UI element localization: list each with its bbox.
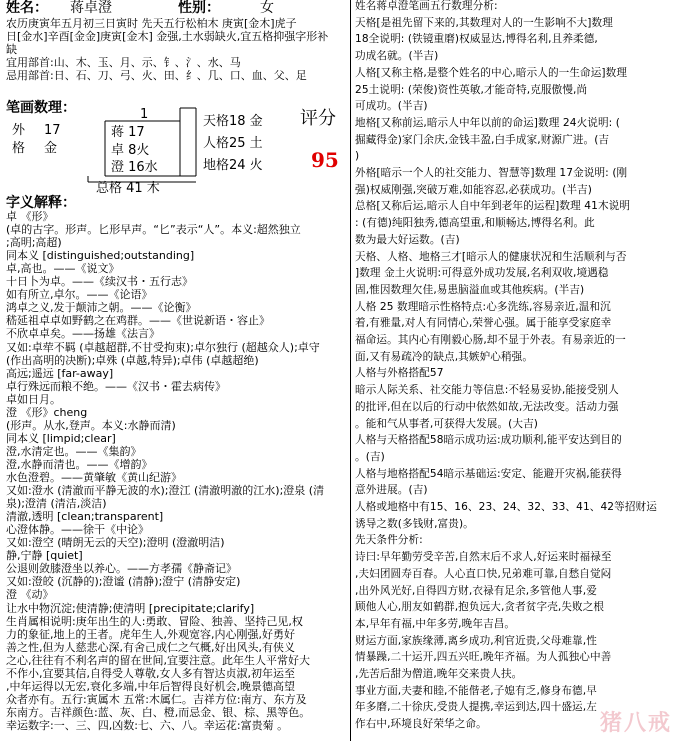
zi-line: (形声。从水,登声。本义:水静而清) (6, 418, 176, 432)
zi-line: 力的象征,地上的王者。虎年生人,外观宽容,内心刚强,好勇好 (6, 627, 295, 641)
zi-line: (作出高明的决断);卓殊 (卓越,特异);卓伟 (卓越超绝) (6, 353, 259, 367)
name-label: 姓名： (6, 0, 48, 16)
zi-line: 澄,水静而清也。——《增韵》 (6, 457, 153, 471)
stroke-title: 笔画数理： (6, 100, 76, 116)
zi-line: 卓 《形》 (6, 210, 54, 223)
zi-line: 十日卜为卓。——《续汉书・五行志》 (6, 275, 193, 289)
watermark-logo: 猪八戒 (599, 710, 672, 736)
zi-line: 澄,水清定也。——《集韵》 (6, 444, 142, 458)
birth-line: 日[金水]辛酉[金金]庚寅[金木] 金强,土水弱缺火,宜五格抑强字形补 (6, 30, 329, 43)
zi-line: 同本义 [distinguished;outstanding] (6, 249, 195, 263)
analysis-line: 年多磨,二十徐庆,受贵人提携,幸运到达,四十盛运,左 (355, 701, 597, 714)
analysis-line: 外格[暗示一个人的社交能力、智慧等]数理 17金说明: (刚 (355, 167, 628, 179)
analysis-line: 强)权威刚强,突破万难,如能容忍,必获成功。(半吉) (355, 183, 592, 196)
zi-line: 卓如日月。 (6, 392, 61, 406)
zi-line: 又如:澄皎 (沉静的);澄谧 (清静);澄宁 (清静安定) (6, 575, 241, 589)
analysis-line: 可成功。(半吉) (355, 100, 428, 113)
wai-label: 外 (12, 123, 26, 138)
wai-elem: 金 (44, 141, 58, 156)
analysis-line: 掘藏得金)家门余庆,金钱丰盈,白手成家,财源广进。(吉 (355, 133, 610, 146)
zi-line: ,中年运得以无宏,衰化多端,中年后智得良好机会,晚景德高望 (6, 679, 295, 693)
analysis-line: 诱导之数(多钱财,富贵)。 (355, 517, 474, 530)
analysis-line: 面,又有易疏冷的缺点,其嫉妒心稍强。 (355, 350, 534, 363)
wai-num: 17 (44, 123, 61, 138)
gender-value: 女 (260, 0, 274, 16)
zi-line: 澄 《形》cheng (6, 405, 88, 419)
analysis-line: 功成名就。(半吉) (355, 50, 439, 63)
analysis-line: : (有德)纯阳独秀,德高望重,和顺畅达,博得名利。此 (355, 217, 595, 230)
zi-line: ;高明;高超) (6, 236, 62, 250)
grid-top: 1 (140, 107, 149, 122)
zi-line: 让水中物沉淀;使清静;使清明 [precipitate;clarify] (6, 601, 255, 615)
zi-line: 又如:澄空 (晴朗无云的天空);澄明 (澄澈明洁) (6, 536, 225, 550)
analysis-line: 财运方面,家族缘薄,离乡成功,利官近贵,父母难靠,性 (355, 634, 597, 647)
grid-char-2: 卓 8火 (111, 143, 150, 158)
analysis-line: 本,早年有福,中年多劳,晚年吉昌。 (355, 617, 516, 630)
zi-line: 又如:澄水 (清澈而平静无波的水);澄江 (清澈明澈的江水);澄泉 (清 (6, 484, 325, 498)
analysis-line: 固,惟因数理欠佳,易患脑溢血或其他疾病。(半吉) (355, 283, 585, 296)
birth-line: 缺 (6, 43, 17, 56)
analysis-line: 暗示人际关系、社交能力等信息:不轻易妥协,能接受别人 (355, 384, 619, 397)
analysis-line: 人格与地格搭配54暗示基础运:安定、能避开灾祸,能获得 (355, 467, 622, 480)
analysis-line: ) (355, 150, 360, 163)
zi-title: 字义解释： (6, 195, 76, 211)
zi-line: 之心,往往有不利名声的留在世间,宜要注意。此年生人平常好大 (6, 653, 310, 667)
analysis-line: 人格与天格搭配58暗示成功运:成功顺利,能平安达到目的 (355, 434, 622, 447)
analysis-line: 人格或地格中有15、16、23、24、32、33、41、42等招财运 (355, 501, 657, 513)
zi-line: 善之性,但为人慈悲心深,有舍己成仁之气概,好出风头,有侠义 (6, 640, 295, 654)
analysis-line: 。能和气从事者,可获得大发展。(大吉) (355, 417, 539, 430)
zi-line: 嵇延祖卓卓如野鹤之在鸡群。——《世说新语・容止》 (6, 314, 270, 328)
score-value: 95 (311, 148, 339, 172)
zi-line: 公退则敛膝澄坐以养心。——方孝孺《静斋记》 (6, 562, 237, 576)
analysis-line: 。(吉) (355, 450, 385, 463)
zi-line: 泉);澄清 (清洁,淡洁) (6, 497, 107, 511)
analysis-line: 18全说明: (铁镜重磨)权威显达,博得名利,且养柔德, (355, 33, 598, 46)
grid-bracket-lines (0, 0, 350, 200)
zi-line: 如有所立,卓尔。——《论语》 (6, 288, 153, 302)
analysis-line: 天格[是祖先留下来的,其数理对人的一生影响不大]数理 (355, 16, 613, 29)
birth-line: 忌用部首:日、石、刀、弓、火、田、纟、几、口、血、父、足 (6, 69, 307, 82)
analysis-line: 数为最大好运数。(吉) (355, 233, 460, 246)
analysis-line: ]数理 金土火说明:可得意外成功发展,名利双收,境遇稳 (355, 267, 609, 280)
analysis-line: 总格[又称后运,暗示人自中年到老年的运程]数理 41木说明 (355, 200, 631, 213)
analysis-line: ,先苦后甜为僧道,晚年交来贵人扶。 (355, 668, 523, 680)
analysis-line: 人格 25 数理暗示性格特点:心多洗练,容易亲近,温和沉 (355, 300, 611, 313)
zi-line: 又如:卓荦不羁 (卓越超群,不甘受拘束);卓尔独行 (超越众人);卓守 (6, 340, 320, 354)
tian-ge: 天格18 金 (203, 114, 263, 129)
analysis-line: 顾他人心,朋友如鹤群,抱负远大,贪者贫字壳,失败之根 (355, 601, 605, 614)
analysis-line: 的批评,但在以后的行动中依然如故,无法改变。活动力强 (355, 400, 619, 413)
analysis-line: 作右中,环境良好荣华之命。 (355, 718, 487, 731)
zi-line: 静,宁静 [quiet] (6, 549, 83, 563)
zi-line: 心澄体静。——徐干《中论》 (6, 523, 149, 537)
analysis-line: 事业方面,夫妻和睦,不能偕老,子媳有乏,修身布德,早 (355, 684, 597, 697)
grid-char-1: 蒋 17 (111, 125, 145, 140)
right-column (353, 0, 680, 741)
zong-ge: 总格 41 木 (96, 181, 160, 196)
analysis-line: 25土说明: (荣俊)资性英敏,才能奇特,克服傲慢,尚 (355, 83, 588, 96)
analysis-line: 天格、人格、地格三才[暗示人的健康状况和生活顺利与否 (355, 250, 627, 263)
zi-line: 卓,高也。——《说文》 (6, 262, 120, 276)
zi-line: 鸿卓之义,发于颠沛之朝。——《论衡》 (6, 301, 197, 315)
analysis-line: ,出外风光好,自得四方财,衣禄有足余,多管他人事,爱 (355, 584, 597, 597)
zi-line: 澄 《动》 (6, 588, 54, 602)
zi-line: 清澈,透明 [clean;transparent] (6, 510, 164, 524)
di-ge: 地格24 火 (203, 158, 263, 173)
wai-elem-label: 格 (12, 141, 26, 156)
analysis-line: ,夫妇团圆寿百春。人心直口快,兄弟难可靠,自愁自觉闷 (355, 567, 612, 580)
analysis-line: 人格与外格搭配57 (355, 367, 444, 380)
analysis-line: 福命运。其内心有刚毅心肠,却不显于外表。有易亲近的一 (355, 334, 626, 346)
analysis-line: 地格[又称前运,暗示人中年以前的命运]数理 24火说明: ( (355, 116, 621, 129)
zi-line: (卓的古字。形声。匕形早声。“匕”表示“人”。本义:超然独立 (6, 223, 301, 237)
zi-line: 卓行殊远而粮不绝。——《汉书・霍去病传》 (6, 379, 226, 393)
analysis-line: 姓名蒋卓澄笔画五行数理分析: (355, 0, 498, 12)
birth-line: 宜用部首:山、木、玉、月、示、钅、氵、水、马 (6, 56, 241, 69)
zi-line: 不欣卓卓矣。——扬雄《法言》 (6, 327, 160, 341)
pingfen-label: 评分 (300, 108, 336, 129)
zi-line: 东南方。吉祥颜色:蓝、灰、白、橙,而忌金、银、棕、黑等色。 (6, 705, 311, 719)
analysis-line: 诗曰:早年勤劳受辛苦,自然末后不求人,好运来时福禄至 (355, 551, 612, 564)
analysis-line: 意外进展。(吉) (355, 484, 428, 497)
zi-line: 水色澄碧。——黄肇敏《黄山纪游》 (6, 471, 182, 484)
zi-line: 众者亦有。五行:寅属木 五常:木属仁。吉祥方位:南方、东方及 (6, 692, 307, 706)
grid-char-3: 澄 16水 (111, 160, 158, 175)
zi-line: 同本义 [limpid;clear] (6, 431, 116, 445)
birth-line: 农历庚寅年五月初三日寅时 先天五行松柏木 庚寅[金木]虎子 (6, 17, 297, 30)
zi-line: 高远;遥远 [far-away] (6, 366, 114, 380)
zi-line: 生肖属相说明:庚年出生的人:勇敢、冒险、独善、坚持己见,权 (6, 614, 303, 628)
ren-ge: 人格25 土 (203, 136, 263, 151)
analysis-line: 着,有雅量,对人有同情心,荣誉心强。属于能享受家庭幸 (355, 317, 612, 330)
analysis-line: 人格[又称主格,是整个姓名的中心,暗示人的一生命运]数理 (355, 66, 628, 79)
analysis-line: 情暴躁,二十运开,四五兴旺,晚年齐福。为人孤独心中善 (355, 651, 612, 664)
gender-label: 性别： (178, 0, 220, 16)
analysis-line: 先天条件分析: (355, 534, 423, 547)
name-value: 蒋卓澄 (70, 0, 112, 16)
zi-line: 不作小,宜要其信,自得受人尊敬,女人多有智达贞淑,初年运至 (6, 666, 295, 680)
zi-line: 幸运数字:一、三、四,凶数:七、六、八。幸运花:富贵菊 。 (6, 718, 289, 732)
